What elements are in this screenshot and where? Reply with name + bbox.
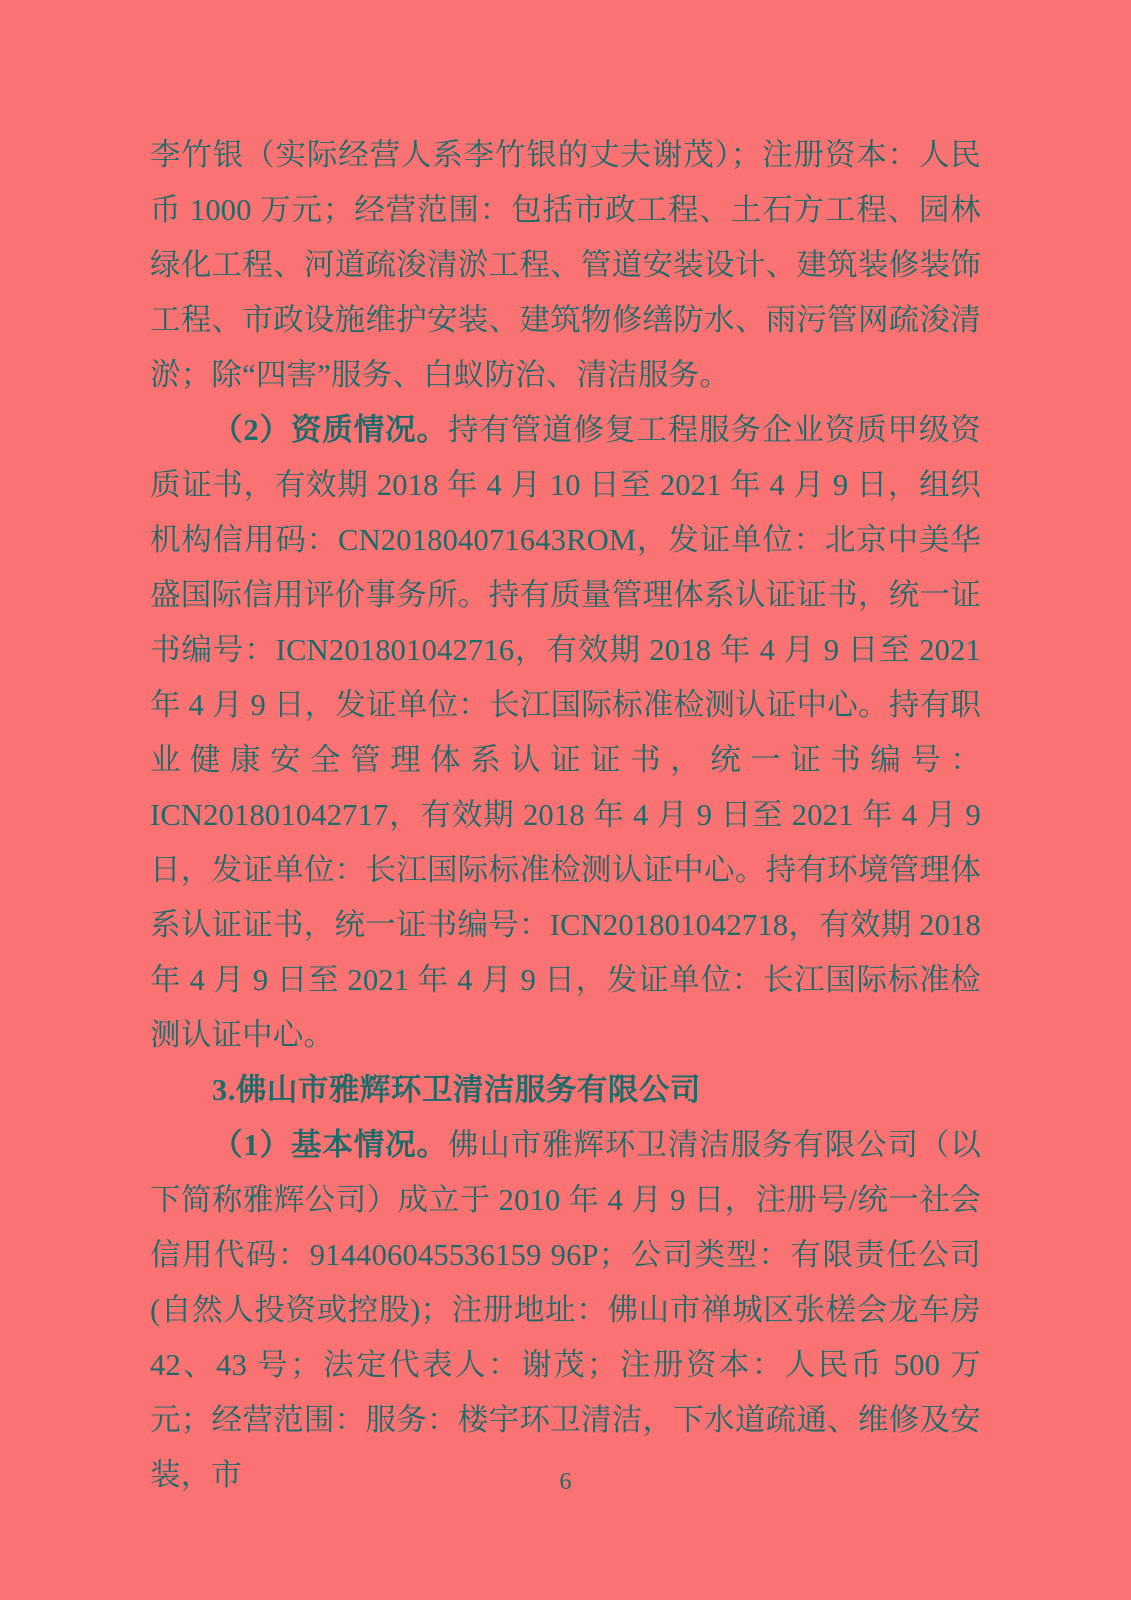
paragraph-basic-info xyxy=(150,1118,981,1503)
paragraph-lead-basic-info: （1）基本情况。 xyxy=(212,1128,448,1162)
document-body xyxy=(150,128,981,1503)
section-heading-yahui: 3.佛山市雅辉环卫清洁服务有限公司 xyxy=(212,1073,701,1107)
paragraph-text-qualification: 持有管道修复工程服务企业资质甲级资质证书，有效期 2018 年 4 月 10 日至 2021 年 4 月 9 日，组织机构信用码：CN201804071643ROM，发证单位：北京中美华盛国际信用评价事务所。持有质量管理体系认证证书，统一证书编号：ICN201801042716，有效期 2018 年 4 月 9 日至 2021 年 4 月 9 日，发证单位：长江国际标准检测认证中心。持有职业健康安全管理体系认证证书，统一证书编号：ICN201801042717，有效期 2018 年 4 月 9 日至 2021 年 4 月 9 日，发证单位：长江国际标准检测认证中心。持有环境管理体系认证证书，统一证书编号：ICN201801042718，有效期 2018 年 4 月 9 日至 2021 年 4 月 9 日，发证单位：长江国际标准检测认证中心。 xyxy=(150,413,981,1052)
paragraph-qualification xyxy=(150,403,981,1063)
paragraph-text-basic-info: 佛山市雅辉环卫清洁服务有限公司（以下简称雅辉公司）成立于 2010 年 4 月 9 日，注册号/统一社会信用代码：914406045536159 96P；公司类型：有限责任公司(自然人投资或控股)；注册地址：佛山市禅城区张槎会龙车房 42、43 号；法定代表人：谢茂；注册资本：人民币 500 万元；经营范围：服务：楼宇环卫清洁，下水道疏通、维修及安装，市 xyxy=(150,1128,981,1492)
paragraph-company-registration: 李竹银（实际经营人系李竹银的丈夫谢茂）；注册资本：人民币 1000 万元；经营范围：包括市政工程、土石方工程、园林绿化工程、河道疏浚清淤工程、管道安装设计、建筑装修装饰工程、市政设施维护安装、建筑物修缮防水、雨污管网疏浚清淤；除“四害”服务、白蚁防治、清洁服务。 xyxy=(150,138,981,392)
page-number: 6 xyxy=(559,1469,572,1495)
paragraph-lead-qualification: （2）资质情况。 xyxy=(212,413,448,447)
